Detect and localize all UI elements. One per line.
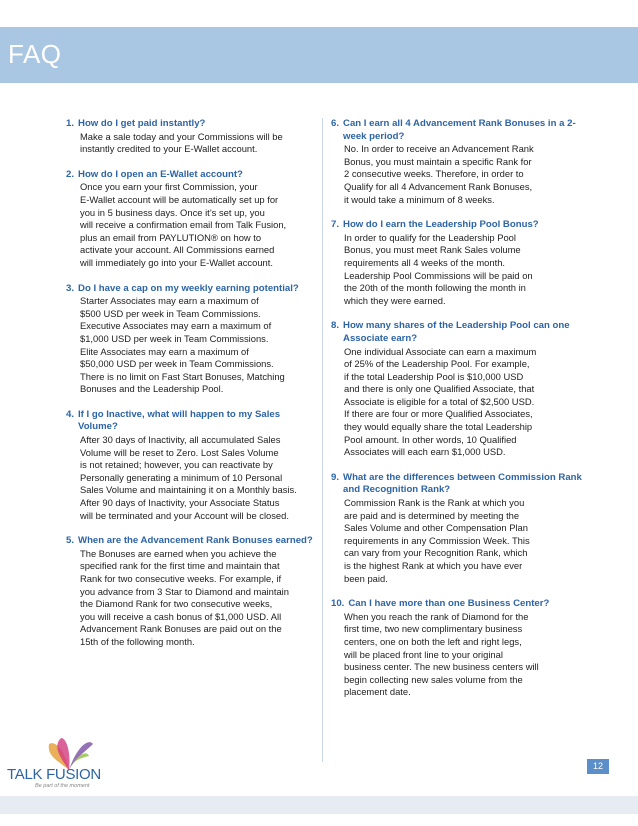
- answer-text: After 30 days of Inactivity, all accumulated Sales Volume will be reset to Zero. Lost Sales Volume is not retained; however, you can reactivate by Personally generating a minimum of 10 Personal Sales Volume and maintaining it on a Monthly basis. After 90 days of Inactivity, your Associate Status will be terminated and your Account will be closed.: [80, 434, 297, 521]
- footer-bar: [0, 796, 638, 814]
- answer-text: When you reach the rank of Diamond for the first time, two new complimentary business centers, one on both the left and right legs, will be placed front line to your original business center. The new business centers will begin collecting new sales volume from the placement date.: [344, 610, 539, 698]
- question-text: How do I earn the Leadership Pool Bonus?: [343, 219, 539, 231]
- logo-tagline: Be part of the moment: [35, 783, 90, 789]
- answer-text: Make a sale today and your Commissions will be instantly credited to your E-Wallet account.: [80, 130, 283, 155]
- answer-text: Commission Rank is the Rank at which you are paid and is determined by meeting the Sales Volume and other Compensation Plan requirements in any Commission Week. This can vary from your Recognition Rank, which is the highest Rank at which you have ever been paid.: [344, 497, 530, 584]
- page-title: FAQ: [8, 39, 62, 69]
- header-banner: [0, 27, 638, 83]
- question-text: Can I earn all 4 Advancement Rank Bonuses in a 2-week period?: [343, 118, 576, 142]
- question-number: 8.: [331, 320, 340, 332]
- faq-right-column: [331, 118, 585, 712]
- question-text: How do I open an E-Wallet account?: [78, 168, 243, 180]
- faq-item: [331, 320, 585, 459]
- question-number: 1.: [66, 118, 75, 129]
- answer-text: Once you earn your first Commission, your E-Wallet account will be automatically set up for you in 5 business days. Once it’s set up, you will receive a confirmation email from Talk Fusion, plus an email from PAYLUTION® on how to activate your account. All Commissions earned will immediately go into your E-Wallet account.: [80, 181, 287, 268]
- faq-item: [331, 118, 585, 206]
- faq-item: [66, 118, 318, 156]
- faq-left-column: [66, 118, 318, 662]
- faq-item: [331, 598, 585, 699]
- question-number: 10.: [331, 598, 345, 610]
- question-text: Do I have a cap on my weekly earning potential?: [78, 282, 299, 294]
- question-text: How many shares of the Leadership Pool can one Associate earn?: [343, 320, 570, 344]
- talk-fusion-logo: [7, 736, 127, 789]
- faq-item: [66, 169, 318, 270]
- faq-item: [331, 219, 585, 307]
- question-number: 5.: [66, 535, 75, 547]
- faq-item: [66, 283, 318, 396]
- logo-text: TALK FUSION: [7, 766, 101, 783]
- faq-item: [66, 409, 318, 522]
- question-text: Can I have more than one Business Center?: [348, 598, 550, 610]
- question-text: What are the differences between Commission Rank and Recognition Rank?: [343, 471, 582, 496]
- question-number: 9.: [331, 471, 340, 483]
- question-text: How do I get paid instantly?: [78, 118, 206, 129]
- question-number: 3.: [66, 282, 75, 294]
- question-number: 6.: [331, 118, 340, 129]
- faq-item: [66, 535, 318, 648]
- question-number: 4.: [66, 408, 75, 420]
- answer-text: The Bonuses are earned when you achieve the specified rank for the first time and maintain that Rank for two consecutive weeks. For example, if you advance from 3 Star to Diamond and maintain the Diamond Rank for two consecutive weeks, you will receive a cash bonus of $1,000 USD. All Advancement Rank Bonuses are paid out on the 15th of the following month.: [80, 547, 289, 647]
- question-number: 7.: [331, 219, 340, 231]
- column-divider: [322, 118, 323, 762]
- question-number: 2.: [66, 168, 75, 180]
- question-text: When are the Advancement Rank Bonuses earned?: [78, 535, 313, 547]
- answer-text: One individual Associate can earn a maximum of 25% of the Leadership Pool. For example, if the total Leadership Pool is $10,000 USD and there is only one Qualified Associate, that Associate is eligible for a total of $2,500 USD. If there are four or more Qualified Associates, they would equally share the total Leadership Pool amount. In other words, 10 Qualified Associates will each earn $1,000 USD.: [344, 345, 537, 458]
- answer-text: No. In order to receive an Advancement Rank Bonus, you must maintain a specific Rank for 2 consecutive weeks. Therefore, in order to Qualify for all 4 Advancement Rank Bonuses, it would take a minimum of 8 weeks.: [344, 143, 534, 205]
- faq-item: [331, 472, 585, 585]
- answer-text: In order to qualify for the Leadership Pool Bonus, you must meet Rank Sales volume requirements all 4 weeks of the month. Leadership Pool Commissions will be paid on the 20th of the month following the month in which they were earned.: [344, 231, 533, 306]
- answer-text: Starter Associates may earn a maximum of $500 USD per week in Team Commissions. Executive Associates may earn a maximum of $1,000 USD per week in Team Commissions. Elite Associates may earn a maximum of $50,000 USD per week in Team Commissions. There is no limit on Fast Start Bonuses, Matching Bonuses and the Leadership Pool.: [80, 295, 285, 395]
- page-number-badge: 12: [587, 759, 609, 774]
- question-text: If I go Inactive, what will happen to my Sales Volume?: [78, 408, 281, 433]
